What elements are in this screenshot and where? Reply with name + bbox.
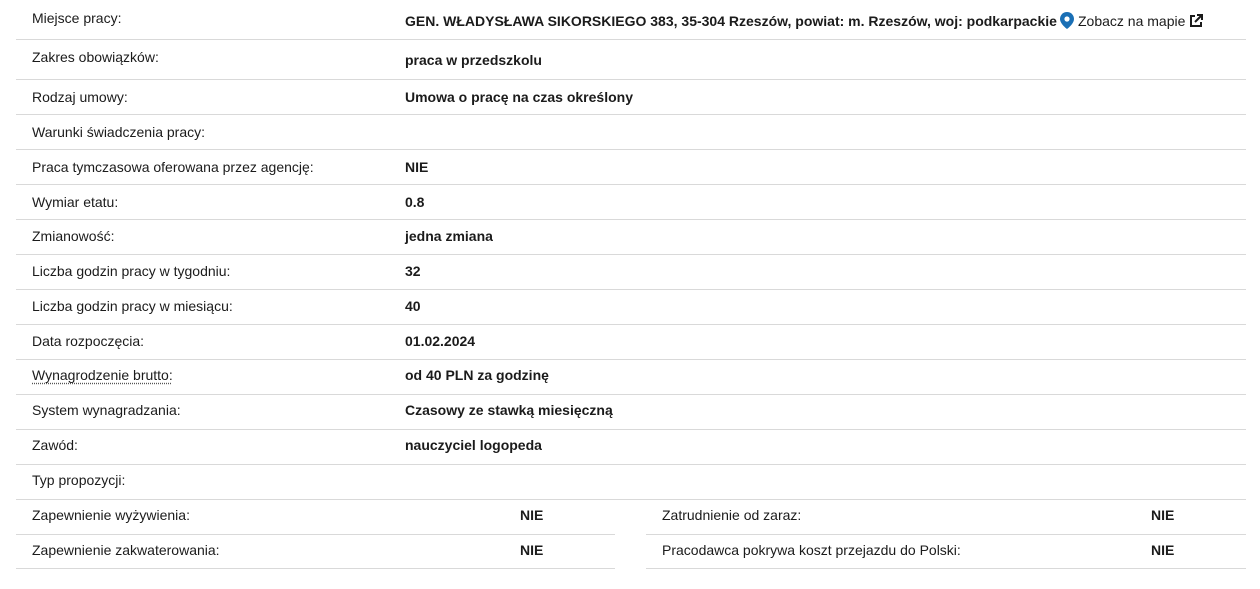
details-row-contract-type	[16, 80, 1246, 115]
details-label: Zatrudnienie od zaraz:	[662, 507, 802, 523]
details-value: Czasowy ze stawką miesięczną	[405, 402, 613, 418]
details-row-profession	[16, 430, 1246, 465]
details-value: GEN. WŁADYSŁAWA SIKORSKIEGO 383, 35-304 Rzeszów, powiat: m. Rzeszów, woj: podkarpackie	[405, 13, 1057, 29]
details-row-temp-agency	[16, 150, 1246, 185]
details-value: NIE	[1151, 542, 1175, 558]
details-row-proposal-type	[16, 465, 1246, 500]
details-value: praca w przedszkolu	[405, 52, 542, 68]
details-value: NIE	[520, 507, 544, 523]
see-on-map-link[interactable]	[1060, 12, 1203, 29]
details-value: 0.8	[405, 194, 425, 210]
details-label: Rodzaj umowy:	[32, 89, 128, 105]
details-value: 32	[405, 263, 421, 279]
details-value: nauczyciel logopeda	[405, 437, 542, 453]
details-value: 01.02.2024	[405, 333, 476, 349]
bottom-left-row-meals	[16, 500, 615, 535]
bottom-right-row-immediate-start	[646, 500, 1246, 535]
details-label: Wymiar etatu:	[32, 194, 119, 210]
details-label: Zapewnienie zakwaterowania:	[32, 542, 220, 558]
details-row-work-conditions	[16, 115, 1246, 150]
details-row-workplace	[16, 0, 1246, 40]
details-value: NIE	[1151, 507, 1175, 523]
details-row-start-date	[16, 325, 1246, 360]
details-label: Liczba godzin pracy w miesiącu:	[32, 298, 233, 314]
details-value: Umowa o pracę na czas określony	[405, 89, 633, 105]
details-label: Warunki świadczenia pracy:	[32, 124, 205, 140]
details-label: Data rozpoczęcia:	[32, 333, 145, 349]
details-label: Liczba godzin pracy w tygodniu:	[32, 263, 231, 279]
details-label: Zmianowość:	[32, 228, 115, 244]
details-label: Zakres obowiązków:	[32, 49, 159, 65]
details-label: Zapewnienie wyżywienia:	[32, 507, 190, 523]
bottom-right-row-travel-cost	[646, 535, 1246, 569]
details-row-monthly-hours	[16, 290, 1246, 325]
details-row-gross-salary	[16, 360, 1246, 395]
details-label: Typ propozycji:	[32, 472, 126, 488]
details-value: jedna zmiana	[405, 228, 493, 244]
details-row-fte	[16, 185, 1246, 220]
details-row-shifts	[16, 220, 1246, 255]
bottom-left-row-accommodation	[16, 535, 615, 569]
details-label: Miejsce pracy:	[32, 10, 122, 26]
details-value: NIE	[405, 159, 429, 175]
details-row-pay-system	[16, 395, 1246, 430]
details-label: System wynagradzania:	[32, 402, 181, 418]
gross-salary-label-tooltip[interactable]: Wynagrodzenie brutto:	[32, 367, 173, 383]
details-row-weekly-hours	[16, 255, 1246, 290]
details-value: 40	[405, 298, 421, 314]
map-pin-icon	[1060, 12, 1074, 29]
details-label: Zawód:	[32, 437, 78, 453]
details-label: Pracodawca pokrywa koszt przejazdu do Polski:	[662, 542, 961, 558]
details-label: Praca tymczasowa oferowana przez agencję:	[32, 159, 314, 175]
details-value: od 40 PLN za godzinę	[405, 367, 549, 383]
see-on-map-label: Zobacz na mapie	[1078, 12, 1186, 29]
details-value: NIE	[520, 542, 544, 558]
details-row-duties	[16, 40, 1246, 80]
external-link-icon	[1189, 14, 1203, 28]
